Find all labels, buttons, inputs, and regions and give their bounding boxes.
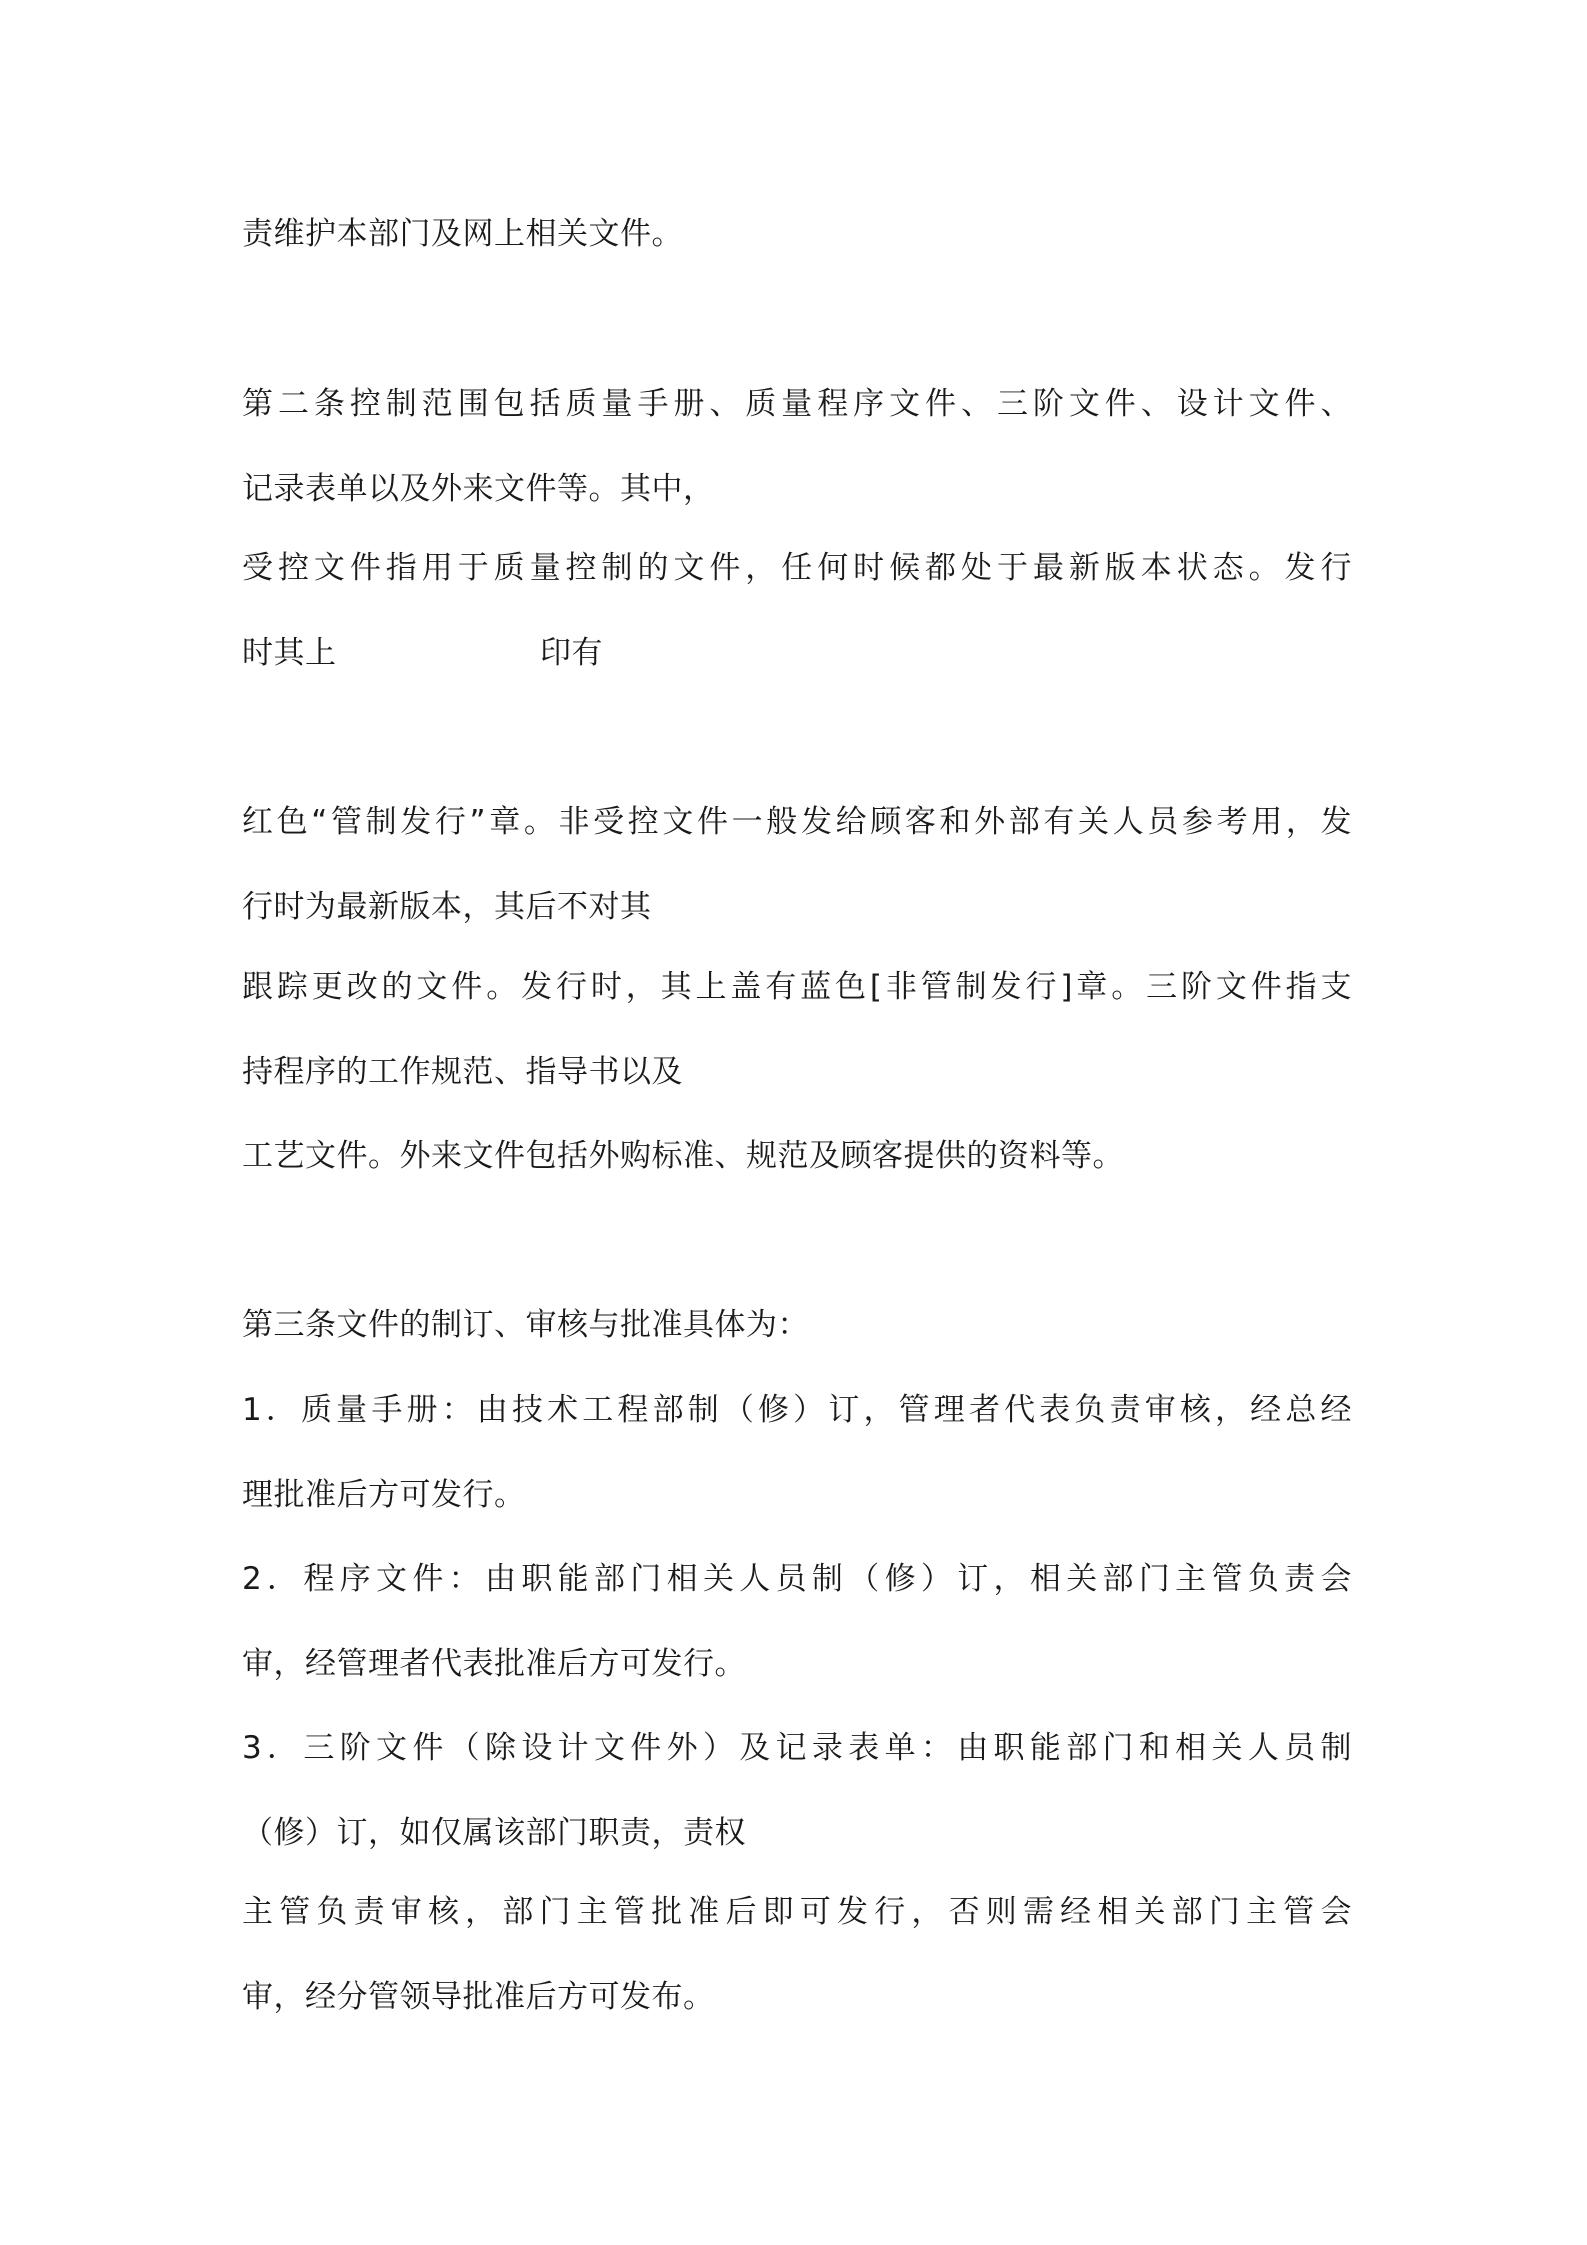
- text-fragment: 印有: [540, 635, 603, 671]
- text-line: 责维护本部门及网上相关文件。: [242, 216, 683, 252]
- text-line: 行时为最新版本，其后不对其: [242, 889, 652, 925]
- text-line: （修）订，如仅属该部门职责，责权: [242, 1815, 746, 1851]
- text-line: 3．三阶文件（除设计文件外）及记录表单：由职能部门和相关人员制: [242, 1730, 1352, 1766]
- text-line: 2．程序文件：由职能部门相关人员制（修）订，相关部门主管负责会: [242, 1561, 1352, 1597]
- text-line: 理批准后方可发行。: [242, 1477, 526, 1513]
- text-line: 1．质量手册：由技术工程部制（修）订，管理者代表负责审核，经总经: [242, 1392, 1352, 1428]
- text-line: 记录表单以及外来文件等。其中，: [242, 471, 715, 507]
- text-line: 审，经分管领导批准后方可发布。: [242, 1979, 715, 2015]
- text-line: 红色“管制发行”章。非受控文件一般发给顾客和外部有关人员参考用，发: [242, 804, 1352, 840]
- text-line: 主管负责审核，部门主管批准后即可发行，否则需经相关部门主管会: [242, 1894, 1352, 1930]
- text-line: 跟踪更改的文件。发行时，其上盖有蓝色[非管制发行]章。三阶文件指支: [242, 969, 1352, 1005]
- text-line: 第三条文件的制订、审核与批准具体为：: [242, 1307, 809, 1343]
- text-line: 受控文件指用于质量控制的文件，任何时候都处于最新版本状态。发行: [242, 550, 1352, 586]
- text-fragment: 时其上: [242, 635, 337, 671]
- text-line: 审，经管理者代表批准后方可发行。: [242, 1646, 746, 1682]
- text-line: 持程序的工作规范、指导书以及: [242, 1054, 683, 1090]
- text-line: 工艺文件。外来文件包括外购标准、规范及顾客提供的资料等。: [242, 1138, 1124, 1174]
- text-line: [242, 631, 1352, 675]
- text-line: 第二条控制范围包括质量手册、质量程序文件、三阶文件、设计文件、: [242, 386, 1352, 422]
